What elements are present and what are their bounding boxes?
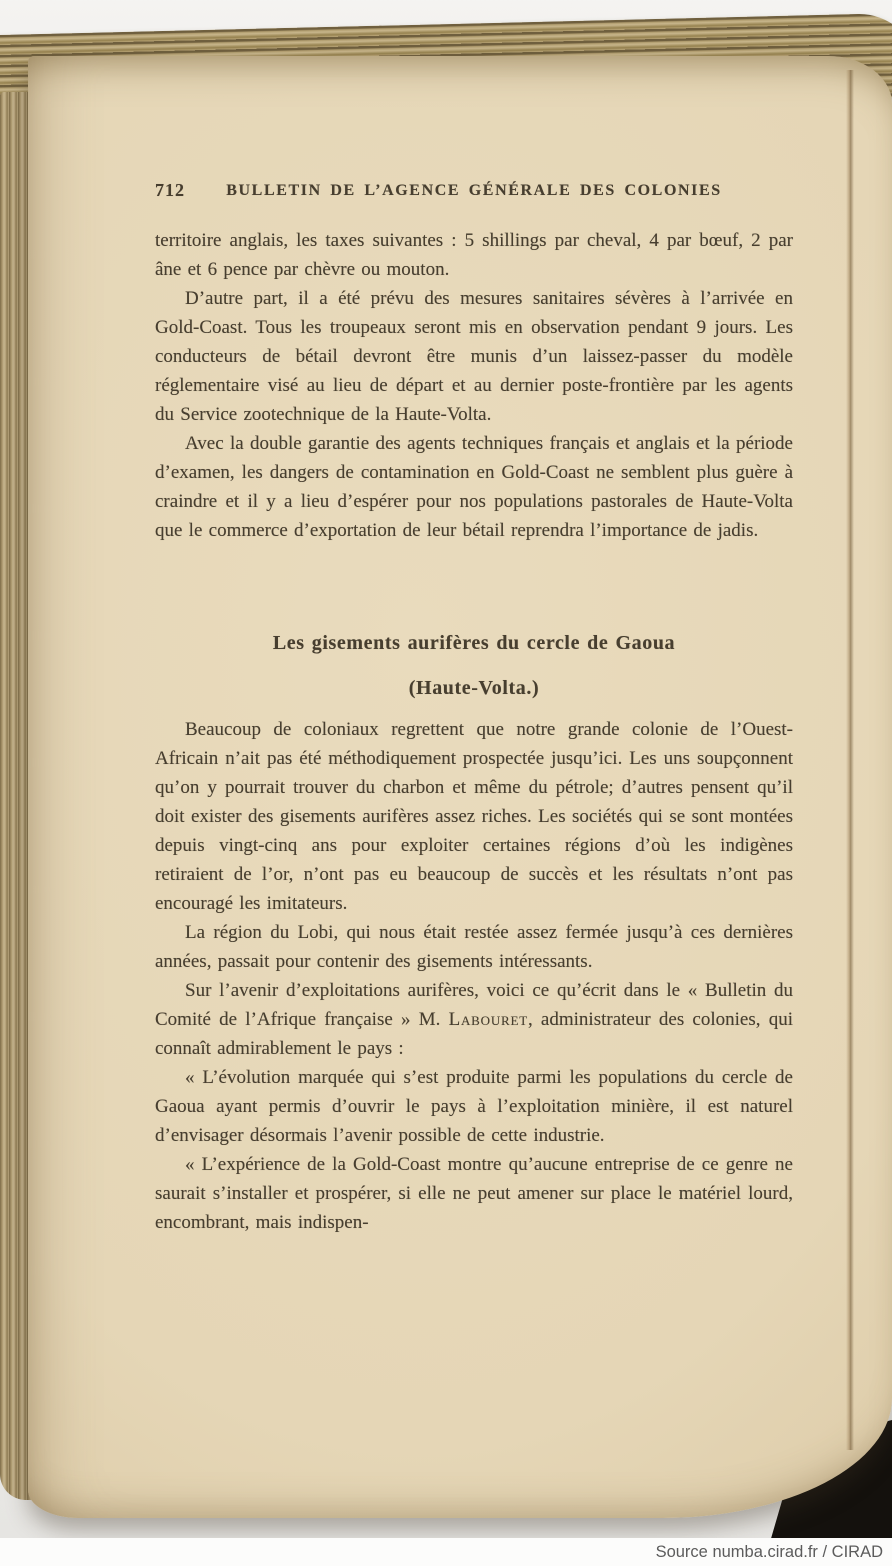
paragraph-evolution-marquee: « L’évolution marquée qui s’est produite parmi les populations du cercle de Gaoua ayant permis d’ouvrir le pays à l’exploitation minière, il est naturel d’envisager désormais l’avenir possible de cette industrie.: [155, 1067, 793, 1146]
paragraph-region-lobi: La région du Lobi, qui nous était restée assez fermée jusqu’à ces dernières années, passait pour contenir des gisements intéressants.: [155, 922, 793, 972]
paragraph-beaucoup-coloniaux: Beaucoup de coloniaux regrettent que notre grande colonie de l’Ouest-Africain n’ait pas été méthodiquement prospectée jusqu’ici. Les uns soupçonnent qu’on y pourrait trouver du charbon et même du pétrole; d’autres pensent qu’il doit exister des gisements aurifères assez riches. Les sociétés qui se sont montées depuis vingt-cinq ans pour exploiter certaines régions d’où les indigènes retiraient de l’or, n’ont pas eu beaucoup de succès et les résultats n’ont pas encouragé les imitateurs.: [155, 719, 793, 914]
book-page: [28, 56, 892, 1518]
paragraph-territoire: territoire anglais, les taxes suivantes : 5 shillings par cheval, 4 par bœuf, 2 par âne et 6 pence par chèvre ou mouton.: [155, 230, 793, 280]
paragraph-text-before-author: Sur l’avenir d’exploitations aurifères, voici ce qu’écrit dans le « Bulletin du Comité de l’Afrique française » M.: [155, 980, 793, 1030]
paragraph-mesures-sanitaires: D’autre part, il a été prévu des mesures sanitaires sévères à l’arrivée en Gold-Coast. Tous les troupeaux seront mis en observation pendant 9 jours. Les conducteurs de bétail devront être munis d’un laissez-passer du modèle réglementaire visé au lieu de départ et au dernier poste-frontière par les agents du Service zootechnique de la Haute-Volta.: [155, 288, 793, 425]
source-credit: Source numba.cirad.fr / CIRAD: [655, 1542, 883, 1561]
running-title: BULLETIN DE L’AGENCE GÉNÉRALE DES COLONIES: [226, 182, 722, 199]
page-content: [155, 176, 793, 1237]
paragraph-text-after-author: , administrateur des colonies, qui connaît admirablement le pays :: [155, 1009, 793, 1059]
article-title-line2: (Haute-Volta.): [408, 677, 540, 699]
gutter-crease: [846, 70, 854, 1450]
article-title-line1: Les gisements aurifères du cercle de Gaoua: [272, 632, 676, 654]
page-number: 712: [155, 180, 185, 200]
paragraph-double-garantie: Avec la double garantie des agents techniques français et anglais et la période d’examen, les dangers de contamination en Gold-Coast ne semblent plus guère à craindre et il y a lieu d’espérer pour nos populations pastorales de Haute-Volta que le commerce d’exportation de leur bétail reprendra l’importance de jadis.: [155, 433, 793, 541]
author-name: Labouret: [448, 1009, 528, 1030]
page-header: [155, 176, 793, 198]
source-credit-bar: [0, 1538, 892, 1566]
paragraph-experience-goldcoast: « L’expérience de la Gold-Coast montre qu’aucune entreprise de ce genre ne saurait s’installer et prospérer, si elle ne peut amener sur place le matériel lourd, encombrant, mais indispen-: [155, 1154, 793, 1233]
paragraph-avenir-exploitations: [155, 976, 793, 1063]
article-title: [155, 621, 793, 711]
